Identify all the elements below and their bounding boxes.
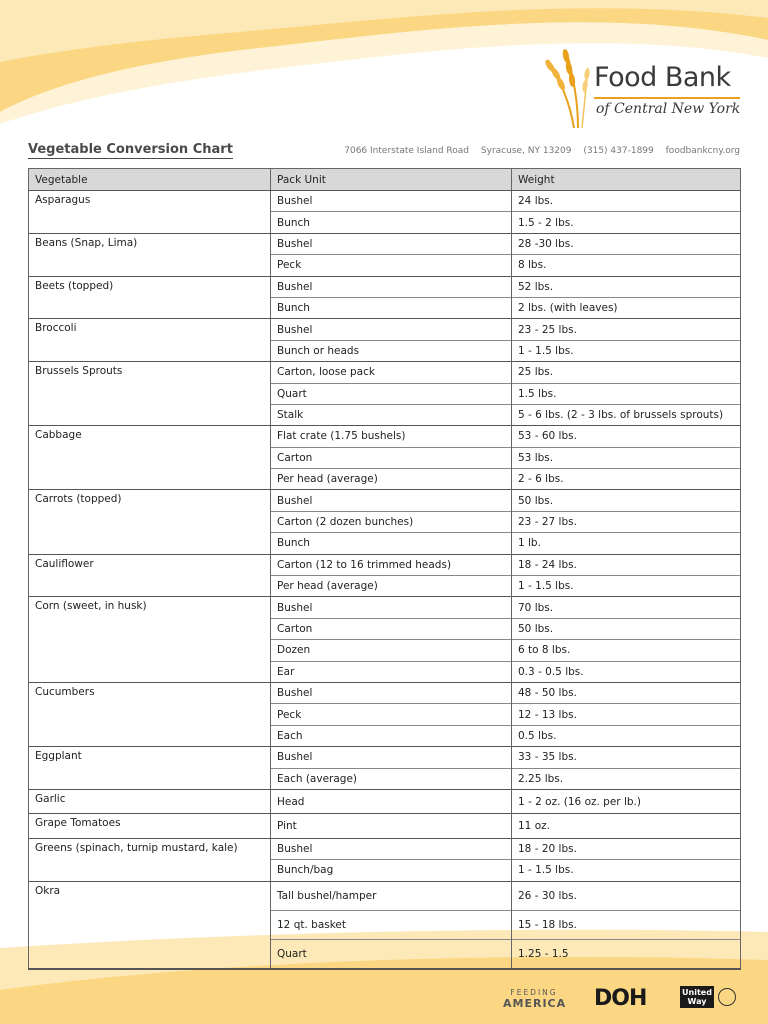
- website-link[interactable]: foodbankcny.org: [665, 146, 740, 156]
- pack-unit-cell: Head: [271, 789, 512, 813]
- pack-unit-cell: Bushel: [271, 747, 512, 768]
- pack-unit-cell: Bushel: [271, 276, 512, 297]
- vegetable-cell: Cauliflower: [29, 554, 271, 597]
- weight-cell: 6 to 8 lbs.: [512, 640, 741, 661]
- vegetable-cell: Brussels Sprouts: [29, 362, 271, 426]
- table-row: [29, 490, 741, 511]
- pack-unit-cell: Bunch: [271, 297, 512, 318]
- vegetable-cell: Beans (Snap, Lima): [29, 233, 271, 276]
- pack-unit-cell: Peck: [271, 255, 512, 276]
- weight-cell: 50 lbs.: [512, 490, 741, 511]
- weight-cell: 1.25 - 1.5: [512, 939, 741, 969]
- pack-unit-cell: Carton: [271, 618, 512, 639]
- weight-cell: 1.5 lbs.: [512, 383, 741, 404]
- logo-rule: [594, 97, 740, 99]
- weight-cell: 70 lbs.: [512, 597, 741, 618]
- weight-cell: 33 - 35 lbs.: [512, 747, 741, 768]
- weight-cell: 0.3 - 0.5 lbs.: [512, 661, 741, 682]
- table-row: [29, 747, 741, 768]
- united-way-box: [680, 986, 714, 1008]
- page-title: Vegetable Conversion Chart: [28, 142, 233, 157]
- vegetable-cell: Okra: [29, 881, 271, 969]
- pack-unit-cell: Bushel: [271, 191, 512, 212]
- column-header-vegetable: Vegetable: [29, 169, 271, 191]
- food-bank-logo[interactable]: [536, 44, 746, 130]
- table-row: [29, 362, 741, 383]
- pack-unit-cell: Peck: [271, 704, 512, 725]
- pack-unit-cell: Bunch: [271, 212, 512, 233]
- weight-cell: 18 - 20 lbs.: [512, 838, 741, 859]
- pack-unit-cell: Quart: [271, 939, 512, 969]
- pack-unit-cell: Carton, loose pack: [271, 362, 512, 383]
- united-way-emblem-icon: [718, 988, 736, 1006]
- table-row: [29, 814, 741, 838]
- weight-cell: 15 - 18 lbs.: [512, 910, 741, 939]
- vegetable-cell: Greens (spinach, turnip mustard, kale): [29, 838, 271, 881]
- table-row: [29, 597, 741, 618]
- vegetable-conversion-table: [28, 168, 741, 970]
- table-row: [29, 276, 741, 297]
- weight-cell: 26 - 30 lbs.: [512, 881, 741, 910]
- pack-unit-cell: Bunch/bag: [271, 860, 512, 881]
- logo-title: Food Bank: [594, 62, 731, 93]
- doh-logo[interactable]: DOH: [594, 986, 647, 1011]
- weight-cell: 1 - 2 oz. (16 oz. per lb.): [512, 789, 741, 813]
- weight-cell: 0.5 lbs.: [512, 725, 741, 746]
- united-way-line2: Way: [687, 997, 707, 1006]
- pack-unit-cell: Flat crate (1.75 bushels): [271, 426, 512, 447]
- pack-unit-cell: Bunch or heads: [271, 340, 512, 361]
- weight-cell: 2.25 lbs.: [512, 768, 741, 789]
- weight-cell: 1.5 - 2 lbs.: [512, 212, 741, 233]
- vegetable-cell: Grape Tomatoes: [29, 814, 271, 838]
- weight-cell: 1 - 1.5 lbs.: [512, 860, 741, 881]
- pack-unit-cell: Bushel: [271, 838, 512, 859]
- table-body: [29, 191, 741, 969]
- vegetable-cell: Asparagus: [29, 191, 271, 234]
- feeding-america-logo[interactable]: [503, 988, 565, 1010]
- table-header-row: [29, 169, 741, 191]
- vegetable-cell: Corn (sweet, in husk): [29, 597, 271, 683]
- pack-unit-cell: Each (average): [271, 768, 512, 789]
- table-row: [29, 881, 741, 910]
- weight-cell: 28 -30 lbs.: [512, 233, 741, 254]
- weight-cell: 53 - 60 lbs.: [512, 426, 741, 447]
- vegetable-cell: Garlic: [29, 789, 271, 813]
- pack-unit-cell: Dozen: [271, 640, 512, 661]
- weight-cell: 2 - 6 lbs.: [512, 469, 741, 490]
- vegetable-cell: Cucumbers: [29, 682, 271, 746]
- column-header-weight: Weight: [512, 169, 741, 191]
- vegetable-cell: Beets (topped): [29, 276, 271, 319]
- weight-cell: 25 lbs.: [512, 362, 741, 383]
- table-row: [29, 838, 741, 859]
- weight-cell: 52 lbs.: [512, 276, 741, 297]
- table-row: [29, 233, 741, 254]
- table-row: [29, 319, 741, 340]
- table-row: [29, 682, 741, 703]
- pack-unit-cell: Bushel: [271, 597, 512, 618]
- city-text: Syracuse, NY 13209: [480, 146, 572, 156]
- pack-unit-cell: Quart: [271, 383, 512, 404]
- united-way-line1: United: [682, 988, 712, 997]
- weight-cell: 8 lbs.: [512, 255, 741, 276]
- weight-cell: 1 - 1.5 lbs.: [512, 576, 741, 597]
- pack-unit-cell: Each: [271, 725, 512, 746]
- contact-info: [335, 146, 740, 156]
- table-row: [29, 789, 741, 813]
- weight-cell: 24 lbs.: [512, 191, 741, 212]
- weight-cell: 18 - 24 lbs.: [512, 554, 741, 575]
- vegetable-cell: Cabbage: [29, 426, 271, 490]
- weight-cell: 48 - 50 lbs.: [512, 682, 741, 703]
- table-row: [29, 191, 741, 212]
- feeding-text: FEEDING: [510, 988, 558, 997]
- pack-unit-cell: Carton (12 to 16 trimmed heads): [271, 554, 512, 575]
- pack-unit-cell: Ear: [271, 661, 512, 682]
- pack-unit-cell: Carton (2 dozen bunches): [271, 511, 512, 532]
- pack-unit-cell: Bushel: [271, 490, 512, 511]
- wheat-icon: [536, 44, 596, 130]
- partner-logos: [0, 978, 768, 1018]
- table-row: [29, 426, 741, 447]
- pack-unit-cell: Per head (average): [271, 469, 512, 490]
- pack-unit-cell: Bunch: [271, 533, 512, 554]
- vegetable-cell: Carrots (topped): [29, 490, 271, 554]
- weight-cell: 5 - 6 lbs. (2 - 3 lbs. of brussels sprouts): [512, 404, 741, 425]
- phone-text: (315) 437-1899: [583, 146, 654, 156]
- pack-unit-cell: Bushel: [271, 682, 512, 703]
- pack-unit-cell: Bushel: [271, 233, 512, 254]
- weight-cell: 23 - 27 lbs.: [512, 511, 741, 532]
- weight-cell: 23 - 25 lbs.: [512, 319, 741, 340]
- weight-cell: 1 - 1.5 lbs.: [512, 340, 741, 361]
- weight-cell: 2 lbs. (with leaves): [512, 297, 741, 318]
- pack-unit-cell: Pint: [271, 814, 512, 838]
- weight-cell: 53 lbs.: [512, 447, 741, 468]
- table-row: [29, 554, 741, 575]
- vegetable-cell: Eggplant: [29, 747, 271, 790]
- pack-unit-cell: Carton: [271, 447, 512, 468]
- weight-cell: 1 lb.: [512, 533, 741, 554]
- address-text: 7066 Interstate Island Road: [344, 146, 470, 156]
- pack-unit-cell: 12 qt. basket: [271, 910, 512, 939]
- pack-unit-cell: Per head (average): [271, 576, 512, 597]
- vegetable-cell: Broccoli: [29, 319, 271, 362]
- pack-unit-cell: Tall bushel/hamper: [271, 881, 512, 910]
- column-header-pack-unit: Pack Unit: [271, 169, 512, 191]
- united-way-logo[interactable]: [680, 986, 736, 1008]
- weight-cell: 12 - 13 lbs.: [512, 704, 741, 725]
- pack-unit-cell: Stalk: [271, 404, 512, 425]
- america-text: AMERICA: [503, 997, 567, 1010]
- logo-subtitle: of Central New York: [596, 101, 741, 117]
- weight-cell: 11 oz.: [512, 814, 741, 838]
- pack-unit-cell: Bushel: [271, 319, 512, 340]
- weight-cell: 50 lbs.: [512, 618, 741, 639]
